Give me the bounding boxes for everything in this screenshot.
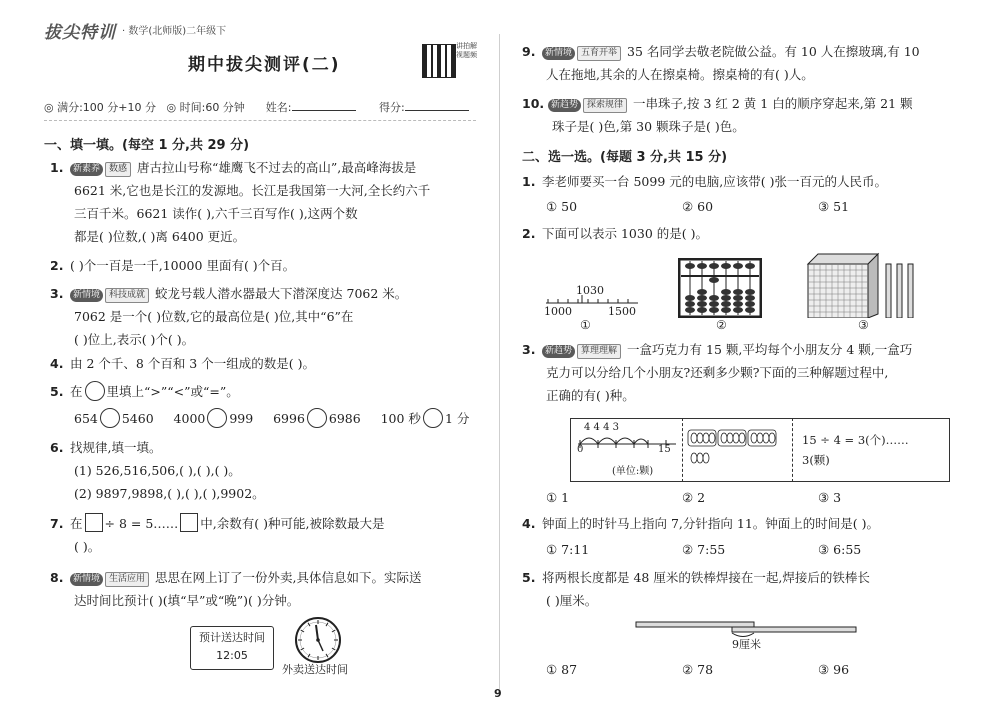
option-1[interactable]: ① 87 (546, 662, 578, 677)
question-number: 2. (522, 226, 536, 241)
tag-badge: 新趋势 (542, 345, 575, 358)
option-3[interactable]: ③ 96 (818, 662, 850, 677)
question-text: 中,余数有( )种可能,被除数最大是 (200, 516, 385, 531)
question-text: 李老师要买一台 5099 元的电脑,应该带( )张一百元的人民币。 (542, 174, 887, 189)
division-remainder: 3(颗) (802, 453, 830, 467)
jump-unit: (单位:颗) (612, 466, 654, 477)
question-text: ( )厘米。 (546, 593, 598, 608)
question-number: 1. (522, 174, 536, 189)
question-text: 里填上“>”“<”或“=”。 (106, 384, 239, 399)
page-title: 期中拔尖测评(二) (188, 55, 341, 75)
question-text: 都是( )位数,( )离 6400 更近。 (74, 229, 246, 244)
question-text: ( )位上,表示( )个( )。 (74, 332, 195, 347)
question-text: 珠子是( )色,第 30 颗珠子是( )色。 (552, 119, 745, 134)
question-text: 蛟龙号载人潜水器最大下潜深度达 7062 米。 (155, 286, 408, 301)
question-text: 一串珠子,按 3 红 2 黄 1 白的顺序穿起来,第 21 颗 (633, 96, 913, 111)
question-5 (50, 380, 469, 430)
compare-value: 1 分 (444, 411, 470, 426)
question-2 (50, 254, 295, 277)
choice-question-4 (522, 512, 879, 535)
choice-question-2 (522, 222, 708, 245)
exam-meta (44, 99, 489, 115)
overlap-label: 9厘米 (732, 638, 761, 651)
tag-badge: 新趋势 (548, 99, 581, 112)
question-text: ÷ 8 = 5…… (104, 516, 179, 531)
question-text: 钟面上的时针马上指向 7,分针指向 11。钟面上的时间是( )。 (542, 516, 880, 531)
compare-value: 4000 (173, 411, 206, 426)
compare-value: 999 (229, 411, 254, 426)
compare-row (50, 407, 469, 430)
question-number: 5. (522, 570, 536, 585)
tag-badge: 新素养 (70, 163, 103, 176)
compare-value: 100 秒 (380, 411, 421, 426)
number-line-right-label: 1500 (608, 305, 636, 318)
question-4 (50, 352, 315, 375)
place-value-blocks-icon (806, 252, 918, 318)
tag-label: 算理理解 (577, 344, 621, 359)
question-number: 10. (522, 96, 545, 111)
question-text: 由 2 个千、8 个百和 3 个一组成的数是( )。 (70, 356, 315, 371)
options-row (546, 199, 954, 214)
grouped-circles-figure (686, 428, 790, 468)
option-2[interactable]: ② 7:55 (682, 542, 726, 557)
jump-end: 15 (658, 444, 671, 455)
choice-question-1 (522, 170, 887, 193)
box-time: 12:05 (216, 649, 248, 662)
question-text: 35 名同学去敬老院做公益。有 10 人在擦玻璃,有 10 (627, 44, 920, 59)
right-column (500, 0, 1000, 700)
question-text: ( )个一百是一千,10000 里面有( )个百。 (70, 258, 296, 273)
compare-value: 654 (74, 411, 98, 426)
page-number: 9 (494, 687, 502, 700)
left-column (0, 0, 500, 700)
score-field[interactable] (405, 100, 469, 111)
question-text: (1) 526,516,506,( ),( ),( )。 (74, 463, 241, 478)
question-number: 3. (50, 286, 64, 301)
question-number: 6. (50, 440, 64, 455)
option-3[interactable]: ③ 51 (818, 199, 850, 214)
question-text: 下面可以表示 1030 的是( )。 (542, 226, 708, 241)
brand-logo: 拔尖特训 (44, 23, 116, 43)
score-label: 得分: (379, 101, 405, 114)
question-text: 一盒巧克力有 15 颗,平均每个小朋友分 4 颗,一盒巧 (627, 342, 913, 357)
question-text: 将两根长度都是 48 厘米的铁棒焊接在一起,焊接后的铁棒长 (542, 570, 870, 585)
compare-value: 6986 (328, 411, 361, 426)
question-text: 达时间比预计( )(填“早”或“晚”)( )分钟。 (74, 593, 300, 608)
question-text: 正确的有( )种。 (546, 388, 635, 403)
jump-values: 4 4 4 3 (584, 422, 619, 433)
question-3 (50, 282, 407, 351)
question-text: 在 (70, 516, 83, 531)
question-10 (522, 92, 913, 138)
question-text: 克力可以分给几个小朋友?还剩多少颗?下面的三种解题过程中, (546, 365, 889, 380)
figure-label-2[interactable]: ② (716, 318, 727, 332)
jump-start: 0 (577, 444, 584, 455)
option-2[interactable]: ② 78 (682, 662, 714, 677)
figure-divider (682, 418, 684, 482)
division-equation: 15 ÷ 4 = 3(个)…… (802, 433, 909, 447)
question-text: 唐古拉山号称“雄鹰飞不过去的高山”,最高峰海拔是 (137, 160, 417, 175)
question-text: 找规律,填一填。 (70, 440, 162, 455)
name-label: 姓名: (265, 101, 292, 114)
full-score: ◎ 满分:100 分+10 分 (44, 101, 157, 114)
compare-value: 6996 (273, 411, 305, 426)
box-title: 预计送达时间 (199, 631, 265, 644)
question-number: 5. (50, 384, 64, 399)
time-limit: ◎ 时间:60 分钟 (166, 101, 245, 114)
question-text: ( )。 (74, 539, 101, 554)
abacus-icon (678, 258, 762, 318)
name-field[interactable] (292, 100, 356, 111)
question-number: 2. (50, 258, 64, 273)
question-1 (50, 156, 430, 248)
figure-label-1[interactable]: ① (580, 318, 591, 332)
question-number: 8. (50, 570, 64, 585)
divider (44, 120, 476, 122)
figure-label-3[interactable]: ③ (858, 318, 869, 332)
option-3[interactable]: ③ 6:55 (818, 542, 862, 557)
answer-box[interactable] (180, 513, 198, 532)
question-number: 9. (522, 44, 536, 59)
question-8 (50, 566, 422, 612)
question-text: 在 (70, 384, 83, 399)
answer-circle[interactable] (207, 408, 227, 428)
question-text: 三百千米。6621 读作( ),六千三百写作( ),这两个数 (74, 206, 358, 221)
qr-code-icon[interactable] (422, 44, 456, 78)
question-number: 4. (50, 356, 64, 371)
option-2[interactable]: ② 60 (682, 199, 714, 214)
question-number: 7. (50, 516, 64, 531)
answer-circle[interactable] (85, 381, 105, 401)
question-number: 4. (522, 516, 536, 531)
question-9 (522, 40, 920, 86)
options-row (546, 490, 954, 505)
question-text: 思思在网上订了一份外卖,具体信息如下。实际送 (155, 570, 422, 585)
estimated-delivery-box (190, 626, 274, 670)
choice-question-5 (522, 566, 870, 612)
question-number: 3. (522, 342, 536, 357)
tag-label: 探索规律 (583, 98, 627, 113)
tag-label: 数感 (105, 162, 131, 177)
option-3[interactable]: ③ 3 (818, 490, 842, 505)
question-text: 人在拖地,其余的人在擦桌椅。擦桌椅的有( )人。 (546, 67, 814, 82)
answer-circle[interactable] (423, 408, 443, 428)
section-heading-fill: 一、填一填。(每空 1 分,共 29 分) (44, 138, 250, 153)
clock-caption: 外卖送达时间 (282, 663, 348, 676)
option-1[interactable]: ① 7:11 (546, 542, 590, 557)
tag-label: 科技成就 (105, 288, 149, 303)
question-text: 6621 米,它也是长江的发源地。长江是我国第一大河,全长约六千 (74, 183, 431, 198)
tag-badge: 新情境 (70, 573, 103, 586)
tag-badge: 新情境 (70, 289, 103, 302)
compare-value: 5460 (121, 411, 154, 426)
book-subtitle: · 数学(北师版)二年级下 (122, 26, 227, 37)
figure-divider (792, 418, 794, 482)
answer-circle[interactable] (307, 408, 327, 428)
question-text: (2) 9897,9898,( ),( ),( ),9902。 (74, 486, 265, 501)
question-number: 1. (50, 160, 64, 175)
qr-caption: 讲拍解视题频 (456, 42, 477, 59)
answer-circle[interactable] (100, 408, 120, 428)
option-2[interactable]: ② 2 (682, 490, 706, 505)
options-row (546, 542, 954, 557)
choice-question-3 (522, 338, 912, 407)
question-7 (50, 512, 384, 558)
tag-label: 生活应用 (105, 572, 149, 587)
clock-icon (294, 616, 342, 664)
tag-badge: 新情境 (542, 47, 575, 60)
number-line-mid-label: 1030 (576, 284, 604, 297)
answer-box[interactable] (85, 513, 103, 532)
option-1[interactable]: ① 50 (546, 199, 578, 214)
question-text: 7062 是一个( )位数,它的最高位是( )位,其中“6”在 (74, 309, 354, 324)
options-row (546, 662, 954, 677)
number-line-left-label: 1000 (544, 305, 572, 318)
option-1[interactable]: ① 1 (546, 490, 570, 505)
section-heading-choose: 二、选一选。(每题 3 分,共 15 分) (522, 150, 728, 165)
tag-label: 五育开举 (577, 46, 621, 61)
question-6 (50, 436, 265, 505)
